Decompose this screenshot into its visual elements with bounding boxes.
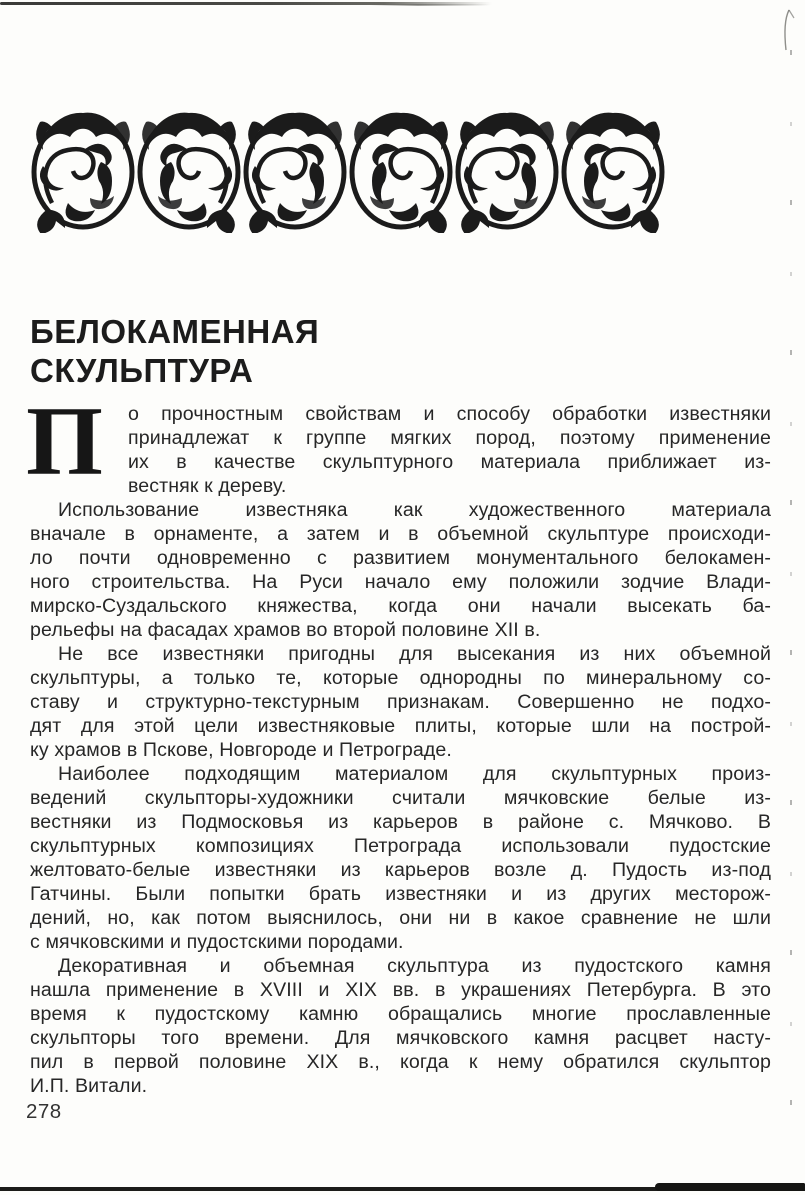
body-text xyxy=(26,387,771,1098)
page-number: 278 xyxy=(26,1100,62,1123)
text-line: Использование известняка как художественного материала xyxy=(58,499,771,521)
text-line: вестняк к дереву. xyxy=(128,475,287,497)
text-line: Декоративная и объемная скульптура из пудостского камня xyxy=(58,955,771,977)
paragraph xyxy=(30,762,771,954)
ornament-medallion xyxy=(352,113,450,233)
text-line: скульптурных композициях Петрограда использовали пудостские xyxy=(30,835,771,857)
text-line: с мячковскими и пудостскими породами. xyxy=(30,931,404,953)
scan-edge-bottom-line xyxy=(0,1187,805,1191)
text-line: дений, но, как потом выяснилось, они ни в какое сравнение не шли xyxy=(30,907,771,929)
text-line: Не все известняки пригодны для высекания из них объемной xyxy=(58,643,771,665)
ornament-medallion xyxy=(564,113,662,233)
ornament-medallion xyxy=(140,113,238,233)
page-title-line-2: СКУЛЬПТУРА xyxy=(30,352,254,389)
text-line: время к пудостскому камню обращались многие прославленные xyxy=(30,1003,771,1025)
text-line: И.П. Витали. xyxy=(30,1075,148,1097)
paragraph xyxy=(30,498,771,642)
text-line: желтовато-белые известняки из карьеров возле д. Пудость из-под xyxy=(30,859,771,881)
text-line: нашла применение в XVIII и XIX вв. в украшениях Петербурга. В это xyxy=(30,979,771,1001)
ornament-medallion xyxy=(246,113,344,233)
text-line: ставу и структурно-текстурным признакам. Совершенно не подхо- xyxy=(30,691,771,713)
page-title xyxy=(30,312,319,390)
text-line: о прочностным свойствам и способу обработки известняки xyxy=(128,403,771,425)
text-line: ло почти одновременно с развитием монументального белокамен- xyxy=(30,547,771,569)
floral-ornament-band xyxy=(30,106,666,233)
ornament-medallion xyxy=(458,113,556,233)
text-line: ного строительства. На Руси начало ему положили зодчие Влади- xyxy=(30,571,771,593)
paragraph xyxy=(30,642,771,762)
scan-edge-right-marks xyxy=(790,50,792,1125)
ornament-medallion xyxy=(34,113,132,233)
text-line: ку храмов в Пскове, Новгороде и Петрограде. xyxy=(30,739,452,761)
scan-edge-corner-mark xyxy=(777,8,797,52)
text-line: ведений скульпторы-художники считали мячковские белые из- xyxy=(30,787,771,809)
text-line: их в качестве скульптурного материала приближает из- xyxy=(128,451,771,473)
text-line: рельефы на фасадах храмов во второй половине XII в. xyxy=(30,619,541,641)
paragraph xyxy=(26,387,771,498)
text-line: дят для этой цели известняковые плиты, которые шли на построй- xyxy=(30,715,771,737)
text-line: вначале в орнаменте, а затем и в объемной скульптуре происходи- xyxy=(30,523,771,545)
text-line: скульптуры, а только те, которые однородны по минеральному со- xyxy=(30,667,771,689)
text-line: вестняки из Подмосковья из карьеров в районе с. Мячково. В xyxy=(30,811,771,833)
paragraph xyxy=(30,954,771,1098)
drop-cap: П xyxy=(26,387,104,496)
scan-edge-top-line-2 xyxy=(370,4,490,6)
page-title-line-1: БЕЛОКАМЕННАЯ xyxy=(30,313,320,350)
text-line: пил в первой половине XIX в., когда к нему обратился скульптор xyxy=(30,1051,771,1073)
text-line: Гатчины. Были попытки брать известняки и из других месторож- xyxy=(30,883,771,905)
text-line: принадлежат к группе мягких пород, поэтому применение xyxy=(128,427,771,449)
text-line: Наиболее подходящим материалом для скульптурных произ- xyxy=(58,763,771,785)
text-line: мирско-Суздальского княжества, когда они начали высекать ба- xyxy=(30,595,771,617)
text-line: скульпторы того времени. Для мячковского камня расцвет насту- xyxy=(30,1027,771,1049)
